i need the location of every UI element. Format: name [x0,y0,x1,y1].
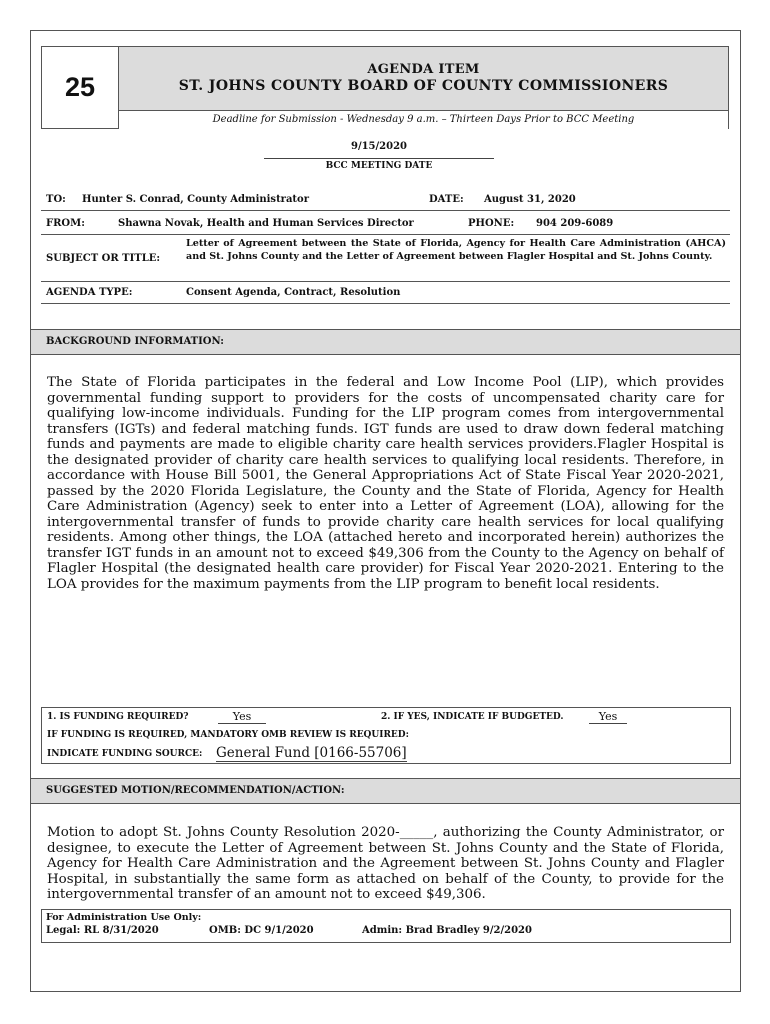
funding-q2-value: Yes [589,710,627,724]
omb-note: IF FUNDING IS REQUIRED, MANDATORY OMB REVIEW IS REQUIRED: [47,730,409,740]
admin-box [41,909,731,943]
funding-source-label: INDICATE FUNDING SOURCE: [47,749,203,759]
phone-value: 904 209-6089 [536,218,614,229]
admin-omb: OMB: DC 9/1/2020 [209,925,314,936]
header-line1: AGENDA ITEM [367,62,480,77]
item-number: 25 [42,47,119,128]
from-label: FROM: [46,218,85,229]
background-text: The State of Florida participates in the federal and Low Income Pool (LIP), which provides governmental funding support to providers for the costs of uncompensated charity care for qualifying low-income individuals. Funding for the LIP program comes from intergovernmental transfers (IGTs) and federal matching funds. IGT funds are used to draw down federal matching funds and payments are made to eligible charity care health services providers.Flagler Hospital is the designated provider of charity care health services to qualifying local residents. Therefore, in accordance with House Bill 5001, the General Appropriations Act of State Fiscal Year 2020-2021, passed by the 2020 Florida Legislature, the County and the State of Florida, Agency for Health Care Administration (Agency) seek to enter into a Letter of Agreement (LOA), allowing for the intergovernmental transfer of funds to provide charity care health services for local qualifying residents. Among other things, the LOA (attached hereto and incorporated herein) authorizes the transfer IGT funds in an amount not to exceed $49,306 from the County to the Agency on behalf of Flagler Hospital (the designated health care provider) for Fiscal Year 2020-2021. Entering to the LOA provides for the maximum payments from the LIP program to benefit local residents. [47,375,724,592]
date-value: August 31, 2020 [484,194,576,205]
divider [41,210,730,211]
funding-q2-label: 2. IF YES, INDICATE IF BUDGETED. [381,712,564,722]
from-value: Shawna Novak, Health and Human Services Director [118,218,414,229]
subject-value: Letter of Agreement between the State of Florida, Agency for Health Care Administration (AHCA) and St. Johns County and the Letter of Agreement between Flagler Hospital and St. Johns County. [186,238,726,262]
admin-heading: For Administration Use Only: [46,912,202,923]
funding-source-value: General Fund [0166-55706] [216,745,407,761]
agenda-type-label: AGENDA TYPE: [46,287,133,298]
meeting-date: 9/15/2020 [350,141,407,152]
background-heading: BACKGROUND INFORMATION: [31,329,740,355]
divider [41,281,730,282]
date-label: DATE: [429,194,464,205]
header-line2: ST. JOHNS COUNTY BOARD OF COUNTY COMMISSIONERS [178,78,669,94]
header-title [119,47,728,110]
header-box [41,46,729,129]
divider [41,303,730,304]
motion-heading: SUGGESTED MOTION/RECOMMENDATION/ACTION: [31,778,740,804]
meeting-date-label: BCC MEETING DATE [325,161,433,171]
admin-legal: Legal: RL 8/31/2020 [46,925,159,936]
subject-label: SUBJECT OR TITLE: [46,253,161,264]
agenda-form [30,30,741,992]
funding-box [41,707,731,764]
admin-approver: Admin: Brad Bradley 9/2/2020 [362,925,532,936]
phone-label: PHONE: [468,218,515,229]
meeting-date-underline [264,158,494,159]
to-label: TO: [46,194,66,205]
to-value: Hunter S. Conrad, County Administrator [82,194,309,205]
divider [41,234,730,235]
funding-q1-label: 1. IS FUNDING REQUIRED? [47,712,189,722]
agenda-type-value: Consent Agenda, Contract, Resolution [186,287,401,298]
motion-text: Motion to adopt St. Johns County Resolution 2020-_____, authorizing the County Administrator, or designee, to execute the Letter of Agreement between St. Johns County and the State of Florida, Agency for Health Care Administration and the Agreement between St. Johns County and Flagler Hospital, in substantially the same form as attached on behalf of the County, to provide for the intergovernmental transfer of an amount not to exceed $49,306. [47,825,724,902]
funding-q1-value: Yes [218,710,266,724]
deadline-note: Deadline for Submission - Wednesday 9 a.m. – Thirteen Days Prior to BCC Meeting [119,110,728,129]
